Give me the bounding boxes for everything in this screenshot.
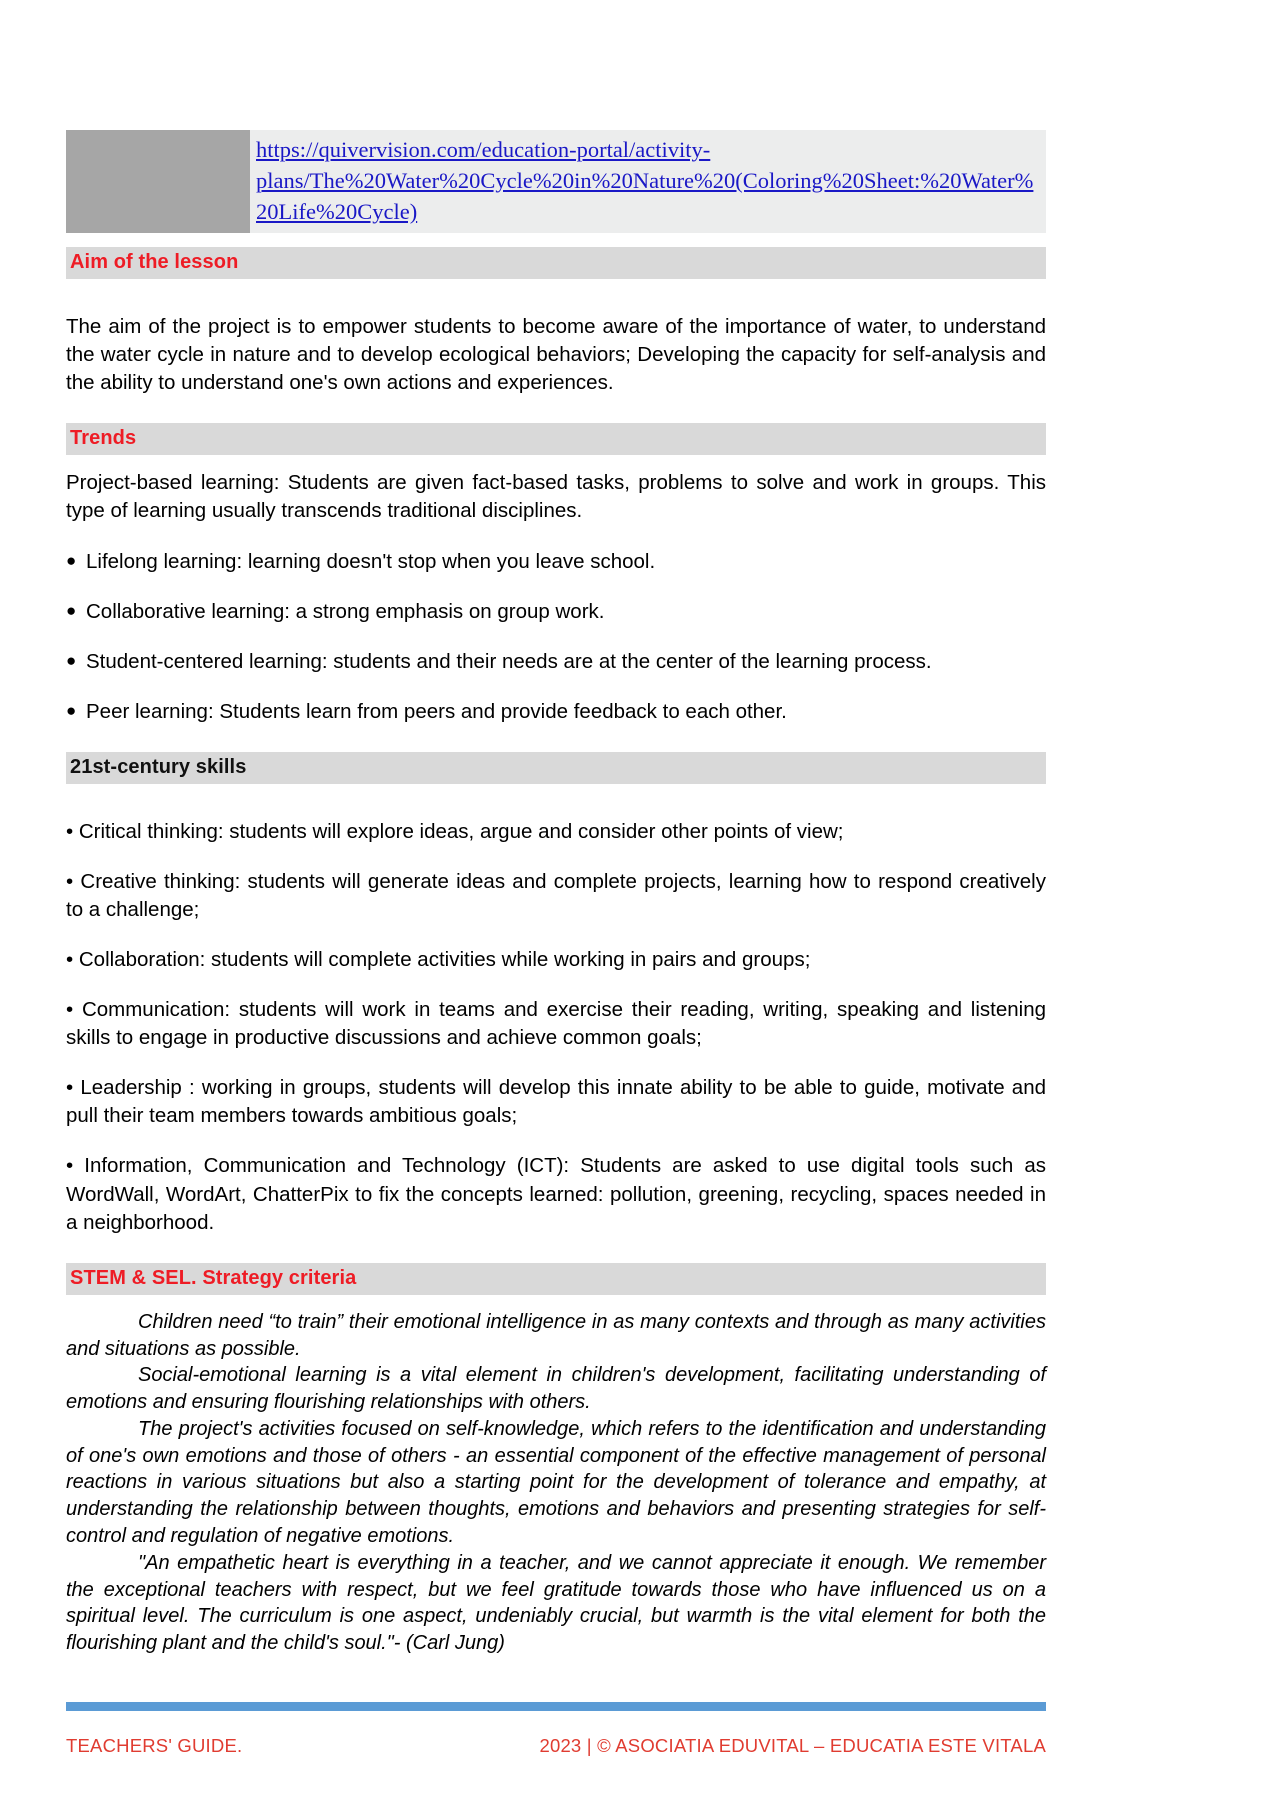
section-header-aim: Aim of the lesson xyxy=(66,247,1046,279)
stem-sel-paragraph-text: Children need “to train” their emotional intelligence in as many contexts and through as many activities and situations as possible. xyxy=(66,1310,1046,1360)
list-item-label: Collaborative learning: a strong emphasis on group work. xyxy=(86,599,605,623)
list-item-label: Peer learning: Students learn from peers and provide feedback to each other. xyxy=(86,699,787,723)
spacer xyxy=(66,1052,1046,1074)
spacer xyxy=(66,846,1046,868)
list-item xyxy=(66,598,1046,626)
list-item xyxy=(66,698,1046,726)
skills-item: • Creative thinking: students will generate ideas and complete projects, learning how to respond creatively to a challenge; xyxy=(66,869,1046,921)
bullet-dot-icon: ● xyxy=(66,700,77,720)
aim-paragraph: The aim of the project is to empower students to become aware of the importance of water, to understand the water cycle in nature and to develop ecological behaviors; Developing the capacity for self-analysis and the ability to understand one's own actions and experiences. xyxy=(66,315,1046,395)
stem-sel-paragraph-text: The project's activities focused on self-knowledge, which refers to the identification and understanding of one's own emotions and those of others - an essential component of the effective management of personal reactions in various situations but also a starting point for the development of tolerance and empathy, at understanding the relationship between thoughts, emotions and behaviors and presenting strategies for self-control and regulation of negative emotions. xyxy=(66,1417,1046,1548)
trends-intro-paragraph: Project-based learning: Students are given fact-based tasks, problems to solve and work in groups. This type of learning usually transcends traditional disciplines. xyxy=(66,471,1046,523)
document-content xyxy=(66,130,1046,1657)
resource-link-row xyxy=(66,130,1046,233)
stem-sel-paragraph-text: "An empathetic heart is everything in a teacher, and we cannot appreciate it enough. We remember the exceptional teachers with respect, but we feel gratitude towards those who have influenced us on a spiritual level. The curriculum is one aspect, undeniably crucial, but warmth is the vital element for both the flourishing plant and the child's soul."- (Carl Jung) xyxy=(66,1551,1046,1655)
bullet-dot-icon: ● xyxy=(66,600,77,620)
footer-left-label: TEACHERS' GUIDE. xyxy=(66,1735,243,1756)
stem-sel-paragraph xyxy=(66,1416,1046,1550)
stem-sel-paragraph-text: Social-emotional learning is a vital element in children's development, facilitating understanding of emotions and ensuring flourishing relationships with others. xyxy=(66,1364,1046,1414)
spacer xyxy=(66,924,1046,946)
link-row-thumbnail-cell xyxy=(66,130,250,233)
skills-item: • Collaboration: students will complete activities while working in pairs and groups; xyxy=(66,948,811,972)
spacer xyxy=(66,784,1046,818)
spacer xyxy=(66,1237,1046,1263)
section-header-stem-sel: STEM & SEL. Strategy criteria xyxy=(66,1263,1046,1295)
skills-item: • Critical thinking: students will explore ideas, argue and consider other points of view; xyxy=(66,819,844,843)
page-footer xyxy=(66,1735,1046,1757)
spacer xyxy=(66,1130,1046,1152)
stem-sel-paragraph xyxy=(66,1309,1046,1363)
spacer xyxy=(66,676,1046,698)
list-item xyxy=(66,648,1046,676)
spacer xyxy=(66,279,1046,313)
spacer xyxy=(66,233,1046,247)
list-item xyxy=(66,548,1046,576)
bullet-dot-icon: ● xyxy=(66,650,77,670)
footer-right-label: 2023 | © ASOCIATIA EDUVITAL – EDUCATIA ESTE VITALA xyxy=(539,1735,1046,1756)
section-header-skills: 21st-century skills xyxy=(66,752,1046,784)
spacer xyxy=(66,576,1046,598)
footer-divider xyxy=(66,1702,1046,1711)
bullet-dot-icon: ● xyxy=(66,550,77,570)
spacer xyxy=(66,726,1046,752)
spacer xyxy=(66,526,1046,548)
skills-item: • Leadership : working in groups, students will develop this innate ability to be able to guide, motivate and pull their team members towards ambitious goals; xyxy=(66,1076,1046,1128)
spacer xyxy=(66,1295,1046,1309)
resource-url-link[interactable]: https://quivervision.com/education-portal/activity-plans/The%20Water%20Cycle%20in%20Nature%20(Coloring%20Sheet:%20Water%20Life%20Cycle) xyxy=(256,137,1034,225)
list-item-label: Student-centered learning: students and their needs are at the center of the learning process. xyxy=(86,649,932,673)
spacer xyxy=(66,455,1046,469)
skills-item: • Information, Communication and Technology (ICT): Students are asked to use digital tools such as WordWall, WordArt, ChatterPix to fix the concepts learned: pollution, greening, recycling, spaces needed in a neighborhood. xyxy=(66,1154,1046,1234)
list-item-label: Lifelong learning: learning doesn't stop when you leave school. xyxy=(86,549,656,573)
spacer xyxy=(66,626,1046,648)
section-header-trends: Trends xyxy=(66,423,1046,455)
spacer xyxy=(66,397,1046,423)
spacer xyxy=(66,974,1046,996)
skills-item: • Communication: students will work in teams and exercise their reading, writing, speaking and listening skills to engage in productive discussions and achieve common goals; xyxy=(66,998,1046,1050)
stem-sel-paragraph xyxy=(66,1362,1046,1416)
link-row-url-cell xyxy=(250,130,1046,233)
stem-sel-paragraph xyxy=(66,1550,1046,1657)
